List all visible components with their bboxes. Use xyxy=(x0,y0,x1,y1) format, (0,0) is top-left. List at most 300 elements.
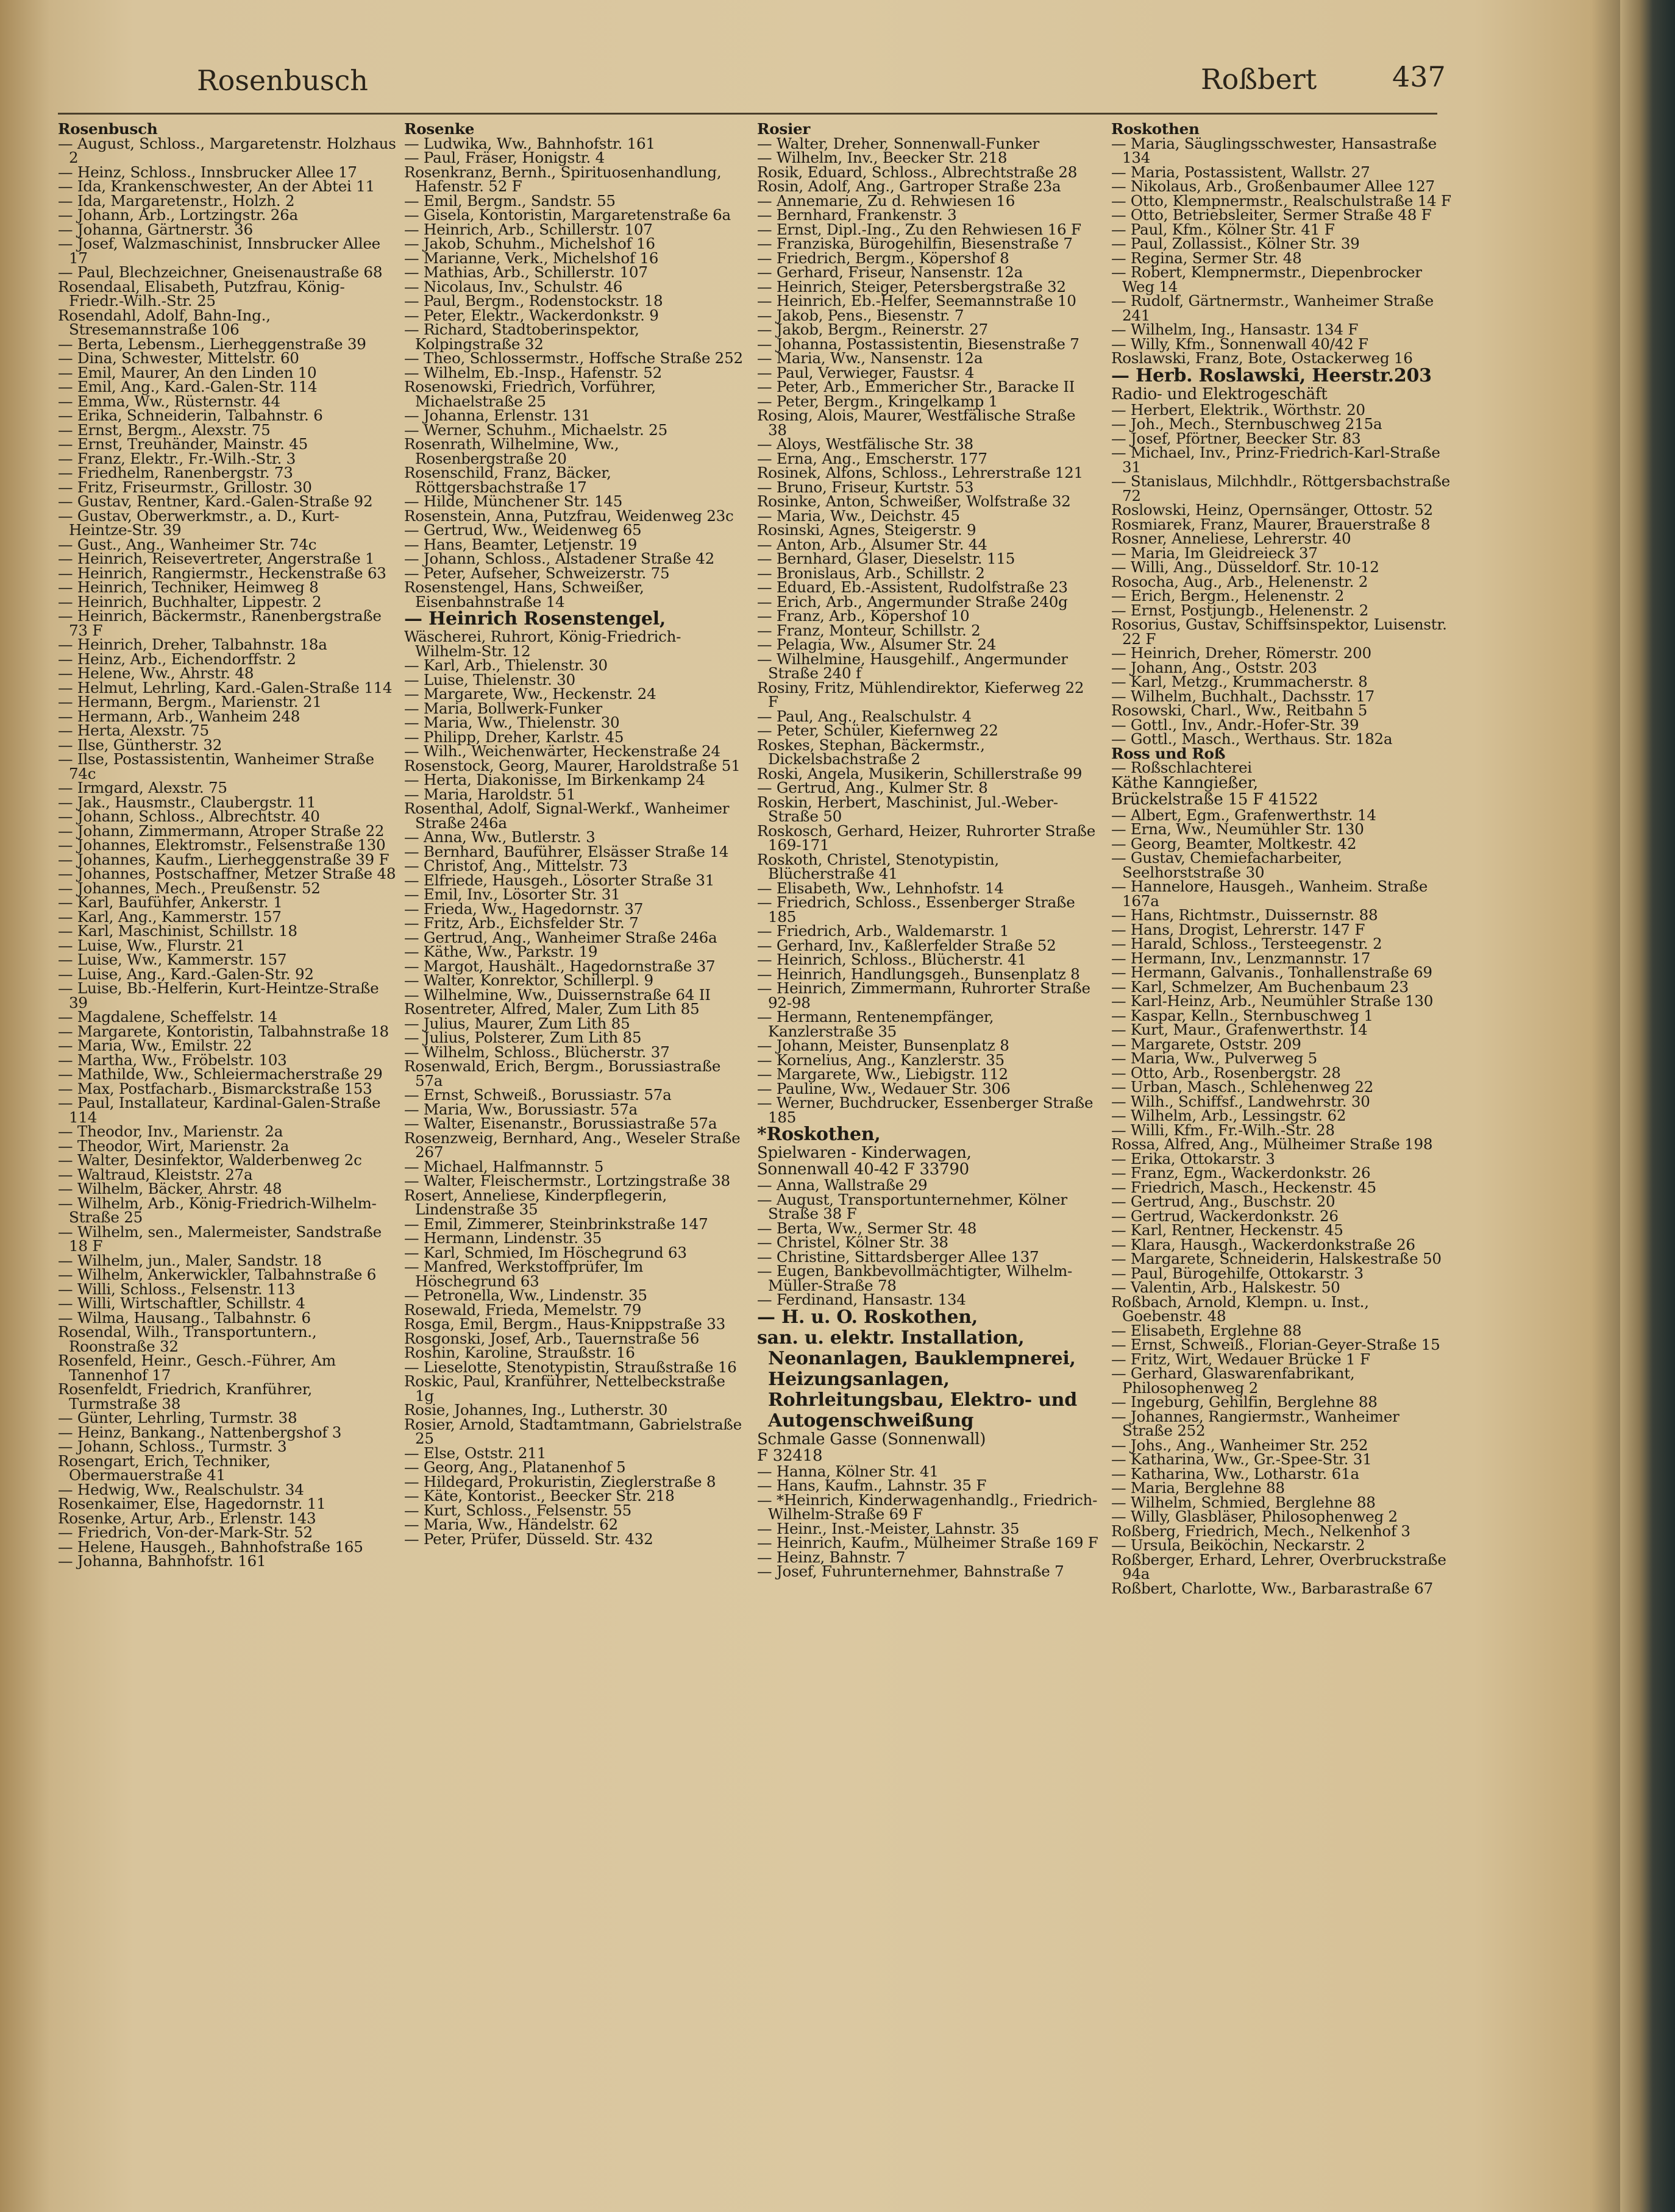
directory-entry: Rosenzweig, Bernhard, Ang., Weseler Straße 267 xyxy=(404,1129,741,1161)
directory-entry: — Wilhelm, Eb.-Insp., Hafenstr. 52 xyxy=(404,363,662,381)
directory-entry: — Heinz, Schloss., Innsbrucker Allee 17 xyxy=(58,163,357,181)
directory-entry: — Annemarie, Zu d. Rehwiesen 16 xyxy=(757,191,1015,210)
directory-entry: — Harald, Schloss., Tersteegenstr. 2 xyxy=(1111,935,1382,952)
directory-entry: — Maria, Bollwerk-Funker xyxy=(404,699,602,717)
advertisement-line: Sonnenwall 40-42 F 33790 xyxy=(757,1160,969,1179)
directory-entry: — Michael, Inv., Prinz-Friedrich-Karl-Straße 31 xyxy=(1111,444,1440,476)
directory-entry: — Hermann, Galvanis., Tonhallenstraße 69 xyxy=(1111,963,1432,981)
directory-entry: Rosenkranz, Bernh., Spirituosenhandlung, Hafenstr. 52 F xyxy=(404,163,722,195)
advertisement-line: — H. u. O. Roskothen, xyxy=(757,1306,978,1328)
directory-entry: Roßberger, Erhard, Lehrer, Overbruckstraße 94a xyxy=(1111,1550,1446,1583)
directory-entry: — Erich, Arb., Angermunder Straße 240g xyxy=(757,592,1068,611)
directory-entry: Rossa, Alfred, Ang., Mülheimer Straße 198 xyxy=(1111,1135,1433,1153)
directory-entry: — Georg, Ang., Platanenhof 5 xyxy=(404,1458,626,1476)
directory-entry: Rosowski, Charl., Ww., Reitbahn 5 xyxy=(1111,701,1368,719)
directory-entry: — Maria, Ww., Nansenstr. 12a xyxy=(757,349,983,367)
directory-entry: — Nicolaus, Inv., Schulstr. 46 xyxy=(404,277,623,296)
directory-entry: — Karl, Baufühfer, Ankerstr. 1 xyxy=(58,893,283,911)
directory-entry: Rosin, Adolf, Ang., Gartroper Straße 23a xyxy=(757,177,1061,195)
directory-entry: — Friedrich, Masch., Heckenstr. 45 xyxy=(1111,1178,1376,1196)
directory-entry: — Gertrud, Ww., Weidenweg 65 xyxy=(404,521,642,539)
directory-entry: — Maria, Ww., Borussiastr. 57a xyxy=(404,1100,638,1118)
directory-entry: Rosengart, Erich, Techniker, Obermauerstraße 41 xyxy=(58,1452,271,1484)
directory-entry: — Ilse, Güntherstr. 32 xyxy=(58,736,222,754)
directory-entry: — Erna, Ang., Emscherstr. 177 xyxy=(757,449,987,467)
directory-entry: — Lieselotte, Stenotypistin, Straußstraße 16 xyxy=(404,1358,737,1376)
directory-entry: — Anna, Wallstraße 29 xyxy=(757,1176,928,1194)
directory-entry: — Johanna, Erlenstr. 131 xyxy=(404,406,591,424)
directory-entry: — Gerhard, Glaswarenfabrikant, Philosophenweg 2 xyxy=(1111,1364,1355,1397)
directory-entry: — Gust., Ang., Wanheimer Str. 74c xyxy=(58,535,317,553)
directory-entry: — Wilhelm, Buchhalt., Dachsstr. 17 xyxy=(1111,687,1375,705)
directory-entry: — Katharina, Ww., Gr.-Spee-Str. 31 xyxy=(1111,1450,1372,1468)
directory-entry: — Karl, Schmied, Im Höschegrund 63 xyxy=(404,1243,687,1261)
directory-entry: — Walter, Fleischermstr., Lortzingstraße 38 xyxy=(404,1172,730,1189)
directory-entry: — Johanna, Bahnhofstr. 161 xyxy=(58,1552,266,1570)
directory-entry: — Paul, Zollassist., Kölner Str. 39 xyxy=(1111,235,1360,252)
directory-entry: — Wilma, Hausang., Talbahnstr. 6 xyxy=(58,1308,311,1327)
directory-entry: — Paul, Verwieger, Faustsr. 4 xyxy=(757,363,975,381)
directory-entry: — Heinrich, Schloss., Blücherstr. 41 xyxy=(757,951,1027,968)
directory-entry: — Karl, Metzg., Krummacherstr. 8 xyxy=(1111,673,1368,690)
directory-entry: — Emil, Zimmerer, Steinbrinkstraße 147 xyxy=(404,1214,708,1233)
directory-entry: — Maria, Ww., Pulverweg 5 xyxy=(1111,1049,1318,1067)
advertisement-line: Spielwaren - Kinderwagen, xyxy=(757,1144,972,1162)
directory-entry: — Dina, Schwester, Mittelstr. 60 xyxy=(58,349,299,367)
directory-entry: — Gustav, Oberwerkmstr., a. D., Kurt-Heintze-Str. 39 xyxy=(58,506,340,539)
directory-entry: — Emil, Maurer, An den Linden 10 xyxy=(58,363,317,381)
directory-entry: Rosendahl, Adolf, Bahn-Ing., Stresemannstraße 106 xyxy=(58,306,271,338)
directory-entry: — Peter, Elektr., Wackerdonkstr. 9 xyxy=(404,306,659,324)
directory-entry: — Hans, Kaufm., Lahnstr. 35 F xyxy=(757,1476,987,1494)
directory-entry: — Heinrich, Reisevertreter, Angerstraße 1 xyxy=(58,550,375,567)
directory-entry: Rosenke, Artur, Arb., Erlenstr. 143 xyxy=(58,1509,316,1527)
directory-entry: — Wilhelm, Schmied, Berglehne 88 xyxy=(1111,1493,1376,1511)
directory-entry: — Magdalene, Scheffelstr. 14 xyxy=(58,1008,277,1026)
directory-entry: — Hermann, Rentenempfänger, Kanzlerstraße 35 xyxy=(757,1008,994,1040)
directory-entry: — Paul, Kfm., Kölner Str. 41 F xyxy=(1111,220,1335,238)
directory-entry: — Ernst, Bergm., Alexstr. 75 xyxy=(58,420,271,439)
directory-entry: — Ilse, Postassistentin, Wanheimer Straße 74c xyxy=(58,750,374,782)
directory-entry: — Kornelius, Ang., Kanzlerstr. 35 xyxy=(757,1051,1005,1069)
directory-entry: — Wilhelm, Arb., Lessingstr. 62 xyxy=(1111,1107,1346,1124)
book-spine-edge xyxy=(1620,0,1675,2212)
directory-entry: — Heinrich, Steiger, Petersbergstraße 32 xyxy=(757,277,1066,296)
directory-entry: Roskosch, Gerhard, Heizer, Ruhrorter Straße 169-171 xyxy=(757,821,1096,854)
directory-entry: — Wilhelm, Bäcker, Ahrstr. 48 xyxy=(58,1180,282,1197)
directory-entry: — Friedhelm, Ranenbergstr. 73 xyxy=(58,464,293,481)
directory-entry: — Hanna, Kölner Str. 41 xyxy=(757,1462,939,1480)
directory-entry: — Gerhard, Friseur, Nansenstr. 12a xyxy=(757,263,1023,281)
directory-entry: — Friedrich, Schloss., Essenberger Straße 185 xyxy=(757,893,1075,926)
directory-entry: — Johs., Ang., Wanheimer Str. 252 xyxy=(1111,1436,1368,1454)
directory-entry: — Elisabeth, Erglehne 88 xyxy=(1111,1321,1302,1339)
directory-entry: — Heinrich, Rangiermstr., Heckenstraße 63 xyxy=(58,564,386,582)
directory-entry: — Ida, Margaretenstr., Holzh. 2 xyxy=(58,191,295,210)
directory-entry: — Manfred, Werkstoffprüfer, Im Höschegrund 63 xyxy=(404,1258,644,1290)
directory-column-3 xyxy=(757,122,1098,2194)
directory-entry: Rosmiarek, Franz, Maurer, Brauerstraße 8 xyxy=(1111,515,1431,533)
directory-entry: — Bernhard, Frankenstr. 3 xyxy=(757,206,957,224)
directory-entry: — Theodor, Inv., Marienstr. 2a xyxy=(58,1122,283,1140)
directory-entry: — Hannelore, Hausgeh., Wanheim. Straße 167a xyxy=(1111,877,1428,910)
directory-entry: — Erich, Bergm., Helenenstr. 2 xyxy=(1111,587,1345,604)
header-rule xyxy=(58,113,1437,115)
directory-entry: — Aloys, Westfälische Str. 38 xyxy=(757,435,973,453)
directory-entry: — Fritz, Arb., Eichsfelder Str. 7 xyxy=(404,914,639,932)
directory-entry: — Petronella, Ww., Lindenstr. 35 xyxy=(404,1286,647,1304)
directory-entry: — Paul, Blechzeichner, Gneisenaustraße 68 xyxy=(58,263,383,281)
directory-entry: — Heinrich, Eb.-Helfer, Seemannstraße 10 xyxy=(757,292,1076,310)
directory-entry: — Theo, Schlossermstr., Hoffsche Straße 252 xyxy=(404,349,743,367)
directory-entry: — Johann, Zimmermann, Atroper Straße 22 xyxy=(58,821,385,840)
directory-entry: Rosocha, Aug., Arb., Helenenstr. 2 xyxy=(1111,572,1368,590)
directory-entry: — Urban, Masch., Schlehenweg 22 xyxy=(1111,1078,1374,1096)
directory-entry: — Emil, Bergm., Sandstr. 55 xyxy=(404,191,616,210)
directory-entry: — Johannes, Postschaffner, Metzer Straße 48 xyxy=(58,865,396,882)
directory-entry: — Gertrud, Wackerdonkstr. 26 xyxy=(1111,1207,1339,1225)
directory-entry: Rosier, Arnold, Stadtamtmann, Gabrielstraße 25 xyxy=(404,1415,742,1447)
directory-entry: — Johanna, Gärtnerstr. 36 xyxy=(58,220,253,238)
directory-entry: — Martha, Ww., Fröbelstr. 103 xyxy=(58,1051,287,1069)
directory-entry: — Jak., Hausmstr., Claubergstr. 11 xyxy=(58,793,316,811)
directory-entry: — Wilhelm, Ing., Hansastr. 134 F xyxy=(1111,321,1359,338)
directory-entry: — Rudolf, Gärtnermstr., Wanheimer Straße 241 xyxy=(1111,292,1434,324)
directory-entry: — Gustav, Rentner, Kard.-Galen-Straße 92 xyxy=(58,492,373,510)
directory-entry: — Karl, Arb., Thielenstr. 30 xyxy=(404,656,608,674)
directory-entry: — Hildegard, Prokuristin, Zieglerstraße 8 xyxy=(404,1472,716,1491)
directory-entry: — Ida, Krankenschwester, An der Abtei 11 xyxy=(58,177,375,195)
directory-entry: — Peter, Schüler, Kiefernweg 22 xyxy=(757,721,998,739)
directory-entry: Roskic, Paul, Kranführer, Nettelbeckstraße 1g xyxy=(404,1372,725,1405)
running-head-left: Rosenbusch xyxy=(197,64,368,97)
directory-entry: — Gisela, Kontoristin, Margaretenstraße 6a xyxy=(404,206,731,224)
directory-entry: — Ernst, Dipl.-Ing., Zu den Rehwiesen 16 F xyxy=(757,220,1081,238)
directory-entry: — Friedrich, Arb., Waldemarstr. 1 xyxy=(757,922,1009,940)
directory-entry: — Richard, Stadtoberinspektor, Kolpingstraße 32 xyxy=(404,321,639,353)
directory-entry: Rosenstengel, Hans, Schweißer, Eisenbahnstraße 14 xyxy=(404,578,644,611)
directory-entry: — Willi, Ang., Düsseldorf. Str. 10-12 xyxy=(1111,558,1379,576)
directory-entry: — Margot, Haushält., Hagedornstraße 37 xyxy=(404,957,716,975)
directory-entry: — Herta, Diakonisse, Im Birkenkamp 24 xyxy=(404,771,705,789)
directory-entry: — Frieda, Ww., Hagedornstr. 37 xyxy=(404,899,644,918)
directory-entry: — Marianne, Verk., Michelshof 16 xyxy=(404,249,659,267)
directory-column-4 xyxy=(1111,122,1453,2194)
directory-entry: Rosinek, Alfons, Schloss., Lehrerstraße 121 xyxy=(757,464,1083,481)
directory-entry: — Walter, Konrektor, Schillerpl. 9 xyxy=(404,971,653,989)
directory-entry: — Christel, Kölner Str. 38 xyxy=(757,1233,948,1251)
directory-entry: — Bernhard, Bauführer, Elsässer Straße 14 xyxy=(404,842,729,860)
directory-entry: — Heinr., Inst.-Meister, Lahnstr. 35 xyxy=(757,1519,1020,1537)
directory-entry: — Katharina, Ww., Lotharstr. 61a xyxy=(1111,1464,1359,1483)
directory-entry: — Wilh., Schiffsf., Landwehrstr. 30 xyxy=(1111,1092,1370,1110)
directory-entry: — Karl, Rentner, Heckenstr. 45 xyxy=(1111,1221,1343,1239)
directory-entry: — Paul, Installateur, Kardinal-Galen-Straße 114 xyxy=(58,1094,381,1126)
directory-entry: — Paul, Ang., Realschulstr. 4 xyxy=(757,707,972,725)
directory-entry: — Mathias, Arb., Schillerstr. 107 xyxy=(404,263,648,281)
directory-entry: — Hermann, Arb., Wanheim 248 xyxy=(58,707,301,725)
directory-entry: — Wilhelm, Ankerwickler, Talbahnstraße 6 xyxy=(58,1266,377,1283)
directory-entry: — Franz, Elektr., Fr.-Wilh.-Str. 3 xyxy=(58,449,296,467)
directory-entry: — Nikolaus, Arb., Großenbaumer Allee 127 xyxy=(1111,177,1435,195)
directory-entry: Roski, Angela, Musikerin, Schillerstraße 99 xyxy=(757,764,1083,782)
directory-entry: Rosewald, Frieda, Memelstr. 79 xyxy=(404,1300,642,1319)
directory-entry: — Peter, Prüfer, Düsseld. Str. 432 xyxy=(404,1530,653,1548)
directory-entry: — Luise, Ww., Kammerstr. 157 xyxy=(58,951,287,968)
directory-entry: — Margarete, Ww., Heckenstr. 24 xyxy=(404,685,656,703)
directory-entry: — Max, Postfacharb., Bismarckstraße 153 xyxy=(58,1079,372,1097)
directory-entry: — Heinrich, Arb., Schillerstr. 107 xyxy=(404,220,653,238)
directory-entry: Rosenwald, Erich, Bergm., Borussiastraße 57a xyxy=(404,1057,721,1090)
directory-entry: — Wilhelm, Arb., König-Friedrich-Wilhelm-Straße 25 xyxy=(58,1194,377,1226)
directory-entry: — Bronislaus, Arb., Schillstr. 2 xyxy=(757,564,985,582)
directory-entry: Rosenstein, Anna, Putzfrau, Weidenweg 23c xyxy=(404,506,734,525)
directory-entry: — Gerhard, Inv., Kaßlerfelder Straße 52 xyxy=(757,936,1056,954)
directory-entry: — Jakob, Bergm., Reinerstr. 27 xyxy=(757,321,988,338)
directory-entry: — Hermann, Bergm., Marienstr. 21 xyxy=(58,693,322,711)
directory-entry: — Käthe, Ww., Parkstr. 19 xyxy=(404,943,598,960)
directory-entry: — Julius, Maurer, Zum Lith 85 xyxy=(404,1014,630,1032)
directory-entry: — Johann, Schloss., Turmstr. 3 xyxy=(58,1437,287,1455)
directory-entry: — Georg, Beamter, Moltkestr. 42 xyxy=(1111,834,1357,853)
directory-entry: — Hermann, Inv., Lenzmannstr. 17 xyxy=(1111,949,1371,967)
directory-entry: — Willi, Schloss., Felsenstr. 113 xyxy=(58,1280,296,1298)
directory-entry: — Gertrud, Ang., Kulmer Str. 8 xyxy=(757,779,988,796)
directory-entry: — Heinrich, Zimmermann, Ruhrorter Straße 92-98 xyxy=(757,979,1090,1012)
directory-entry: — Käte, Kontorist., Beecker Str. 218 xyxy=(404,1487,675,1505)
directory-entry: — Helene, Ww., Ahrstr. 48 xyxy=(58,664,254,682)
directory-entry: — Gottl., Masch., Werthaus. Str. 182a xyxy=(1111,730,1393,748)
directory-entry: — Michael, Halfmannstr. 5 xyxy=(404,1157,604,1175)
advertisement-line: Schmale Gasse (Sonnenwall) xyxy=(757,1430,986,1448)
surname-heading: Rosenbusch xyxy=(58,122,158,138)
directory-entry: Roskoth, Christel, Stenotypistin, Blücherstraße 41 xyxy=(757,850,999,882)
directory-entry: — August, Schloss., Margaretenstr. Holzhaus 2 xyxy=(58,134,396,166)
directory-entry: Rosing, Alois, Maurer, Westfälische Straße 38 xyxy=(757,406,1076,439)
directory-entry: — Eugen, Bankbevollmächtigter, Wilhelm-Müller-Straße 78 xyxy=(757,1262,1073,1294)
directory-entry: — Christof, Ang., Mittelstr. 73 xyxy=(404,857,628,874)
directory-entry: — Margarete, Oststr. 209 xyxy=(1111,1035,1301,1053)
directory-entry: Wäscherei, Ruhrort, König-Friedrich-Wilhelm-Str. 12 xyxy=(404,628,681,660)
directory-entry: — Ludwika, Ww., Bahnhofstr. 161 xyxy=(404,134,655,152)
directory-entry: — Stanislaus, Milchhdlr., Röttgersbachstraße 72 xyxy=(1111,472,1450,505)
directory-entry: — Wilhelm, jun., Maler, Sandstr. 18 xyxy=(58,1251,322,1269)
advertisement-line: Radio- und Elektrogeschäft xyxy=(1111,385,1328,403)
directory-entry: Rosert, Anneliese, Kinderpflegerin, Lindenstraße 35 xyxy=(404,1186,667,1218)
directory-entry: — Heinrich, Buchhalter, Lippestr. 2 xyxy=(58,592,322,611)
directory-entry: — Hermann, Lindenstr. 35 xyxy=(404,1229,602,1247)
directory-entry: — Elfriede, Hausgeh., Lösorter Straße 31 xyxy=(404,871,715,889)
directory-entry: — Johannes, Mech., Preußenstr. 52 xyxy=(58,879,321,897)
directory-entry: — Theodor, Wirt, Marienstr. 2a xyxy=(58,1136,290,1155)
directory-entry: — Luise, Thielenstr. 30 xyxy=(404,670,575,689)
directory-entry: — Paul, Fräser, Honigstr. 4 xyxy=(404,149,605,166)
directory-entry: — Otto, Arb., Rosenbergstr. 28 xyxy=(1111,1063,1341,1082)
directory-entry: — Heinrich, Dreher, Römerstr. 200 xyxy=(1111,644,1371,662)
directory-entry: — Maria, Haroldstr. 51 xyxy=(404,785,576,803)
directory-entry: — Johann, Meister, Bunsenplatz 8 xyxy=(757,1037,1009,1054)
directory-entry: Rosinski, Agnes, Steigerstr. 9 xyxy=(757,521,976,539)
surname-heading: Rosenke xyxy=(404,122,475,138)
directory-entry: — Johann, Schloss., Albrechtstr. 40 xyxy=(58,807,320,825)
directory-entry: — Ferdinand, Hansastr. 134 xyxy=(757,1291,966,1308)
directory-column-1 xyxy=(58,122,399,2194)
directory-entry: Rosenfeldt, Friedrich, Kranführer, Turmstraße 38 xyxy=(58,1380,313,1413)
directory-entry: — Walter, Desinfektor, Walderbenweg 2c xyxy=(58,1151,362,1169)
directory-entry: — Erika, Schneiderin, Talbahnstr. 6 xyxy=(58,406,323,424)
directory-entry: — Willy, Glasbläser, Philosophenweg 2 xyxy=(1111,1508,1398,1525)
directory-entry: — Maria, Ww., Emilstr. 22 xyxy=(58,1037,252,1054)
directory-entry: Rosenfeld, Heinr., Gesch.-Führer, Am Tannenhof 17 xyxy=(58,1352,336,1384)
directory-entry: Rosenkaimer, Else, Hagedornstr. 11 xyxy=(58,1495,326,1512)
directory-entry: — Hilde, Münchener Str. 145 xyxy=(404,492,623,510)
directory-entry: — Johannes, Elektromstr., Felsenstraße 130 xyxy=(58,836,386,854)
surname-heading: Rosier xyxy=(757,122,811,138)
directory-entry: — Werner, Schuhm., Michaelstr. 25 xyxy=(404,420,667,439)
page-header xyxy=(0,58,1675,107)
directory-entry: — Josef, Pförtner, Beecker Str. 83 xyxy=(1111,429,1361,447)
directory-entry: — Walter, Dreher, Sonnenwall-Funker xyxy=(757,134,1040,152)
directory-entry: — Maria, Ww., Deichstr. 45 xyxy=(757,506,960,525)
directory-entry: Roslawski, Franz, Bote, Ostackerweg 16 xyxy=(1111,349,1413,367)
directory-entry: — Emma, Ww., Rüsternstr. 44 xyxy=(58,392,280,410)
directory-column-2 xyxy=(404,122,745,2194)
directory-entry: Roßbert, Charlotte, Ww., Barbarastraße 67 xyxy=(1111,1579,1433,1597)
directory-entry: — Albert, Egm., Grafenwerthstr. 14 xyxy=(1111,806,1376,824)
directory-entry: — Heinrich, Dreher, Talbahnstr. 18a xyxy=(58,636,327,653)
directory-entry: — Karl, Maschinist, Schillstr. 18 xyxy=(58,922,297,940)
advertisement-line: — Heinrich Rosenstengel, xyxy=(404,608,666,629)
directory-entry: — Heinrich, Bäckermstr., Ranenbergstraße 73 F xyxy=(58,607,382,639)
directory-entry: — Maria, Berglehne 88 xyxy=(1111,1479,1285,1497)
directory-entry: — Willi, Kfm., Fr.-Wilh.-Str. 28 xyxy=(1111,1121,1335,1139)
directory-entry: Roßbach, Arnold, Klempn. u. Inst., Goebenstr. 48 xyxy=(1111,1292,1369,1325)
directory-entry: — Fritz, Friseurmstr., Grillostr. 30 xyxy=(58,478,312,496)
directory-entry: — Peter, Aufseher, Schweizerstr. 75 xyxy=(404,564,670,582)
directory-entry: — Friedrich, Bergm., Köpershof 8 xyxy=(757,249,1009,267)
directory-entry: Rosinke, Anton, Schweißer, Wolfstraße 32 xyxy=(757,492,1071,510)
directory-entry: — Mathilde, Ww., Schleiermacherstraße 29 xyxy=(58,1065,383,1083)
directory-entry: — Hans, Drogist, Lehrerstr. 147 F xyxy=(1111,920,1365,938)
directory-entry: — Karl, Schmelzer, Am Buchenbaum 23 xyxy=(1111,977,1409,996)
directory-entry: — Joh., Mech., Sternbuschweg 215a xyxy=(1111,415,1382,433)
directory-entry: — Anna, Ww., Butlerstr. 3 xyxy=(404,828,596,846)
directory-entry: — Franz, Egm., Wackerdonkstr. 26 xyxy=(1111,1164,1371,1182)
directory-entry: — Heinz, Arb., Eichendorffstr. 2 xyxy=(58,650,296,668)
advertisement-line: *Roskothen, xyxy=(757,1124,881,1145)
directory-entry: — Emil, Inv., Lösorter Str. 31 xyxy=(404,885,621,903)
directory-entry: — Hans, Richtmstr., Duissernstr. 88 xyxy=(1111,906,1378,924)
directory-entry: — Helene, Hausgeh., Bahnhofstraße 165 xyxy=(58,1537,363,1556)
directory-entry: — Margarete, Kontoristin, Talbahnstraße 18 xyxy=(58,1022,389,1040)
directory-entry: — Pelagia, Ww., Alsumer Str. 24 xyxy=(757,636,997,653)
advertisement-line: Brückelstraße 15 F 41522 xyxy=(1111,790,1318,809)
directory-entry: Rosenrath, Wilhelmine, Ww., Rosenbergstraße 20 xyxy=(404,435,619,467)
directory-entry: Rosner, Anneliese, Lehrerstr. 40 xyxy=(1111,530,1351,547)
directory-entry: — Johann, Schloss., Alstadener Straße 42 xyxy=(404,550,715,567)
directory-entry: Rosik, Eduard, Schloss., Albrechtstraße 28 xyxy=(757,163,1078,181)
directory-entry: — Kurt, Schloss., Felsenstr. 55 xyxy=(404,1501,632,1519)
directory-entry: — Günter, Lehrling, Turmstr. 38 xyxy=(58,1409,297,1427)
directory-entry: — Heinrich, Techniker, Heimweg 8 xyxy=(58,578,319,596)
page-number: 437 xyxy=(1392,60,1446,93)
directory-entry: — Gertrud, Ang., Buschstr. 20 xyxy=(1111,1193,1335,1210)
directory-entry: — Johanna, Postassistentin, Biesenstraße 7 xyxy=(757,335,1079,353)
directory-entry: — Willi, Wirtschaftler, Schillstr. 4 xyxy=(58,1294,305,1312)
advertisement-line: san. u. elektr. Installation, Neonanlagen, Bauklempnerei, Heizungsanlagen, Rohrleitungsbau, Elektro- und Autogenschweißung xyxy=(757,1327,1077,1431)
directory-entry: — Friedrich, Von-der-Mark-Str. 52 xyxy=(58,1523,313,1541)
directory-entry: — Else, Oststr. 211 xyxy=(404,1444,547,1462)
directory-entry: — Gertrud, Ang., Wanheimer Straße 246a xyxy=(404,928,717,946)
directory-entry: — Werner, Buchdrucker, Essenberger Straße 185 xyxy=(757,1094,1094,1126)
directory-entry: — August, Transportunternehmer, Kölner Straße 38 F xyxy=(757,1190,1067,1222)
directory-entry: — Franz, Monteur, Schillstr. 2 xyxy=(757,621,981,639)
directory-entry: — Karl-Heinz, Arb., Neumühler Straße 130 xyxy=(1111,992,1434,1010)
directory-entry: Roskes, Stephan, Bäckermstr., Dickelsbachstraße 2 xyxy=(757,736,985,768)
advertisement-line: Käthe Kanngießer, xyxy=(1111,773,1258,792)
directory-entry: — Valentin, Arb., Halskestr. 50 xyxy=(1111,1278,1340,1296)
directory-entry: — Willy, Kfm., Sonnenwall 40/42 F xyxy=(1111,335,1368,353)
directory-entry: — Walter, Eisenanstr., Borussiastraße 57a xyxy=(404,1115,717,1132)
directory-entry: — Emil, Ang., Kard.-Galen-Str. 114 xyxy=(58,378,318,395)
directory-entry: Roshin, Karoline, Straußstr. 16 xyxy=(404,1344,635,1361)
directory-entry: — Josef, Walzmaschinist, Innsbrucker Allee 17 xyxy=(58,235,380,267)
directory-entry: — Jakob, Schuhm., Michelshof 16 xyxy=(404,235,655,252)
directory-entry: Rosendal, Wilh., Transportuntern., Roonstraße 32 xyxy=(58,1323,317,1355)
directory-entry: — Roßschlachterei xyxy=(1111,759,1252,776)
directory-entry: — Ernst, Treuhänder, Mainstr. 45 xyxy=(58,435,308,453)
directory-entry: Rosenschild, Franz, Bäcker, Röttgersbachstraße 17 xyxy=(404,464,611,496)
directory-entry: — Wilh., Weichenwärter, Heckenstraße 24 xyxy=(404,742,720,760)
directory-entry: Rosentreter, Alfred, Maler, Zum Lith 85 xyxy=(404,1000,700,1018)
directory-entry: — Bruno, Friseur, Kurtstr. 53 xyxy=(757,478,974,496)
directory-entry: — Johann, Arb., Lortzingstr. 26a xyxy=(58,206,298,224)
directory-entry: — Kurt, Maur., Grafenwerthstr. 14 xyxy=(1111,1021,1368,1038)
directory-entry: — Maria, Im Gleidreieck 37 xyxy=(1111,544,1318,562)
directory-entry: Rosie, Johannes, Ing., Lutherstr. 30 xyxy=(404,1401,668,1419)
directory-entry: — Julius, Polsterer, Zum Lith 85 xyxy=(404,1029,642,1046)
directory-entry: — Luise, Ang., Kard.-Galen-Str. 92 xyxy=(58,965,314,983)
directory-entry: — Erna, Ww., Neumühler Str. 130 xyxy=(1111,820,1364,838)
directory-entry: — Bernhard, Glaser, Dieselstr. 115 xyxy=(757,550,1015,567)
directory-entry: — Luise, Ww., Flurstr. 21 xyxy=(58,936,245,954)
directory-entry: — Otto, Betriebsleiter, Sermer Straße 48 F xyxy=(1111,206,1432,224)
directory-entry: — Luise, Bb.-Helferin, Kurt-Heintze-Straße 39 xyxy=(58,979,379,1012)
directory-entry: — Paul, Bergm., Rodenstockstr. 18 xyxy=(404,292,663,310)
directory-entry: — Heinz, Bankang., Nattenbergshof 3 xyxy=(58,1423,342,1441)
advertisement-line: F 32418 xyxy=(757,1446,823,1465)
directory-entry: — Ernst, Postjungb., Helenenstr. 2 xyxy=(1111,601,1369,619)
directory-entry: — Berta, Ww., Sermer Str. 48 xyxy=(757,1219,977,1237)
directory-entry: — Wilhelm, Schloss., Blücherstr. 37 xyxy=(404,1043,670,1061)
directory-entry: — Peter, Bergm., Kringelkamp 1 xyxy=(757,392,998,410)
directory-entry: — Herta, Alexstr. 75 xyxy=(58,721,209,739)
directory-entry: — Helmut, Lehrling, Kard.-Galen-Straße 114 xyxy=(58,678,393,697)
directory-entry: — *Heinrich, Kinderwagenhandlg., Friedrich-Wilhelm-Straße 69 F xyxy=(757,1491,1098,1523)
directory-entry: — Margarete, Ww., Liebigstr. 112 xyxy=(757,1065,1008,1083)
directory-entry: — Maria, Ww., Händelstr. 62 xyxy=(404,1515,618,1533)
directory-entry: Rosiny, Fritz, Mühlendirektor, Kieferweg 22 F xyxy=(757,678,1084,711)
directory-entry: — Pauline, Ww., Wedauer Str. 306 xyxy=(757,1079,1011,1097)
directory-entry: — Johannes, Kaufm., Lierheggenstraße 39 F xyxy=(58,850,389,868)
directory-entry: — Johann, Ang., Oststr. 203 xyxy=(1111,658,1317,676)
directory-entry: — Wilhelm, Inv., Beecker Str. 218 xyxy=(757,149,1008,166)
directory-entry: — Erika, Ottokarstr. 3 xyxy=(1111,1149,1275,1168)
directory-entry: — Maria, Säuglingsschwester, Hansastraße 134 xyxy=(1111,134,1437,166)
directory-entry: — Gottl., Inv., Andr.-Hofer-Str. 39 xyxy=(1111,715,1359,734)
directory-entry: — Fritz, Wirt, Wedauer Brücke 1 F xyxy=(1111,1350,1370,1368)
surname-heading: Roskothen xyxy=(1111,122,1200,138)
